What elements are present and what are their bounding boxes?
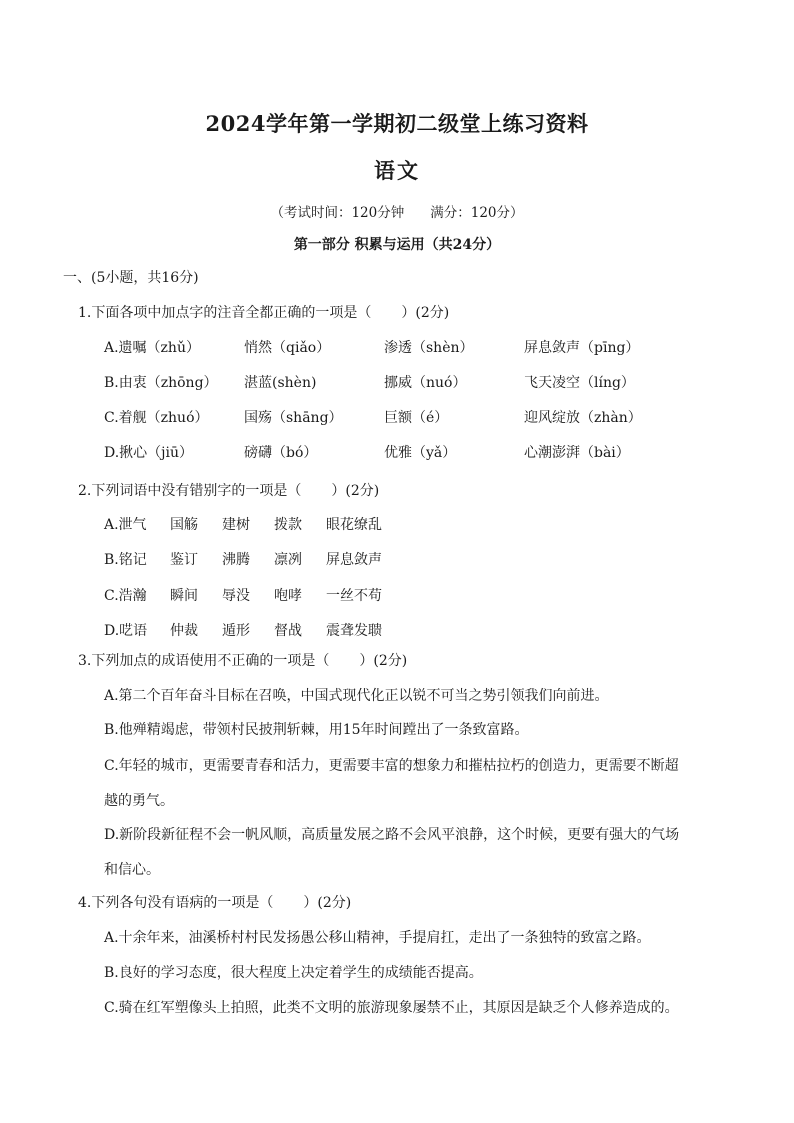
section-heading: 一、(5小题，共16分) — [63, 270, 199, 286]
option-item: 督战 — [274, 623, 302, 639]
option-item: A.泄气 — [104, 517, 147, 533]
question-2-stem — [78, 481, 379, 501]
question-3-option-c-cont: 越的勇气。 — [104, 793, 174, 809]
option-item: C.浩瀚 — [104, 588, 147, 604]
exam-time: （考试时间：120分钟 — [270, 205, 405, 221]
option-item: 辱没 — [222, 588, 250, 604]
question-4-stem — [78, 893, 351, 913]
question-4-stem-text: 4.下列各句没有语病的一项是（ — [78, 895, 274, 911]
option-item: 眼花缭乱 — [326, 517, 382, 533]
question-3-option-a: A.第二个百年奋斗目标在召唤，中国式现代化正以锐不可当之势引领我们向前进。 — [104, 688, 609, 704]
question-3-option-d: D.新阶段新征程不会一帆风顺，高质量发展之路不会风平浪静，这个时候，更要有强大的气场 — [104, 827, 680, 843]
option-item: 心潮澎湃（bài） — [524, 445, 630, 461]
part-title: 第一部分 积累与运用（共24分） — [293, 237, 501, 253]
question-3-stem — [78, 651, 407, 671]
option-item: 鉴订 — [170, 552, 198, 568]
question-3-option-c: C.年轻的城市，更需要青春和活力，更需要丰富的想象力和摧枯拉朽的创造力，更需要不断超 — [104, 758, 679, 774]
question-3-option-d-cont: 和信心。 — [104, 862, 160, 878]
question-4-points: ）(2分) — [303, 895, 352, 911]
exam-score: 满分：120分） — [430, 205, 524, 221]
option-item: D.呓语 — [104, 623, 148, 639]
question-2-points: ）(2分) — [331, 483, 380, 499]
question-1-stem — [78, 303, 449, 323]
option-item: 国殇（shāng） — [244, 410, 343, 426]
question-4-option-a: A.十余年来，油溪桥村村民发扬愚公移山精神，手提肩扛，走出了一条独特的致富之路。 — [104, 930, 651, 946]
option-item: 优雅（yǎ） — [384, 445, 457, 461]
question-2-stem-text: 2.下列词语中没有错别字的一项是（ — [78, 483, 302, 499]
question-1-stem-text: 1.下面各项中加点字的注音全都正确的一项是（ — [78, 305, 372, 321]
option-item: 飞天凌空（líng） — [524, 375, 635, 391]
question-3-stem-text: 3.下列加点的成语使用不正确的一项是（ — [78, 653, 330, 669]
option-item: C.着舰（zhuó） — [104, 410, 209, 426]
option-item: 建树 — [222, 517, 250, 533]
option-item: B.铭记 — [104, 552, 147, 568]
option-item: 渗透（shèn） — [384, 340, 474, 356]
option-item: 屏息敛声（pīng） — [524, 340, 640, 356]
option-item: 沸腾 — [222, 552, 250, 568]
question-3-option-b: B.他殚精竭虑，带领村民披荆斩棘，用15年时间蹚出了一条致富路。 — [104, 722, 529, 738]
option-item: A.遗嘱（zhǔ） — [104, 340, 200, 356]
option-item: 震聋发聩 — [326, 623, 382, 639]
option-item: 迎风绽放（zhàn） — [524, 410, 642, 426]
option-item: 巨额（é） — [384, 410, 449, 426]
option-item: 屏息敛声 — [326, 552, 382, 568]
option-item: 一丝不苟 — [326, 588, 382, 604]
option-item: 国觞 — [170, 517, 198, 533]
option-item: 磅礴（bó） — [244, 445, 318, 461]
option-item: 悄然（qiǎo） — [244, 340, 331, 356]
question-4-option-b: B.良好的学习态度，很大程度上决定着学生的成绩能否提高。 — [104, 965, 483, 981]
option-item: 拨款 — [274, 517, 302, 533]
option-item: 咆哮 — [274, 588, 302, 604]
option-item: 湛蓝(shèn) — [244, 375, 317, 391]
exam-info — [0, 201, 794, 221]
option-item: 遁形 — [222, 623, 250, 639]
question-3-points: ）(2分) — [359, 653, 408, 669]
question-4-option-c: C.骑在红军塑像头上拍照，此类不文明的旅游现象屡禁不止，其原因是缺乏个人修养造成的。 — [104, 1000, 679, 1016]
page-title: 2024学年第一学期初二级堂上练习资料 — [205, 111, 589, 136]
option-item: 仲裁 — [170, 623, 198, 639]
subject-title: 语文 — [374, 158, 420, 183]
option-item: 瞬间 — [170, 588, 198, 604]
question-1-points: ）(2分) — [401, 305, 450, 321]
option-item: 凛冽 — [274, 552, 302, 568]
option-item: 挪威（nuó） — [384, 375, 467, 391]
option-item: B.由衷（zhōng） — [104, 375, 218, 391]
option-item: D.揪心（jiū） — [104, 445, 194, 461]
